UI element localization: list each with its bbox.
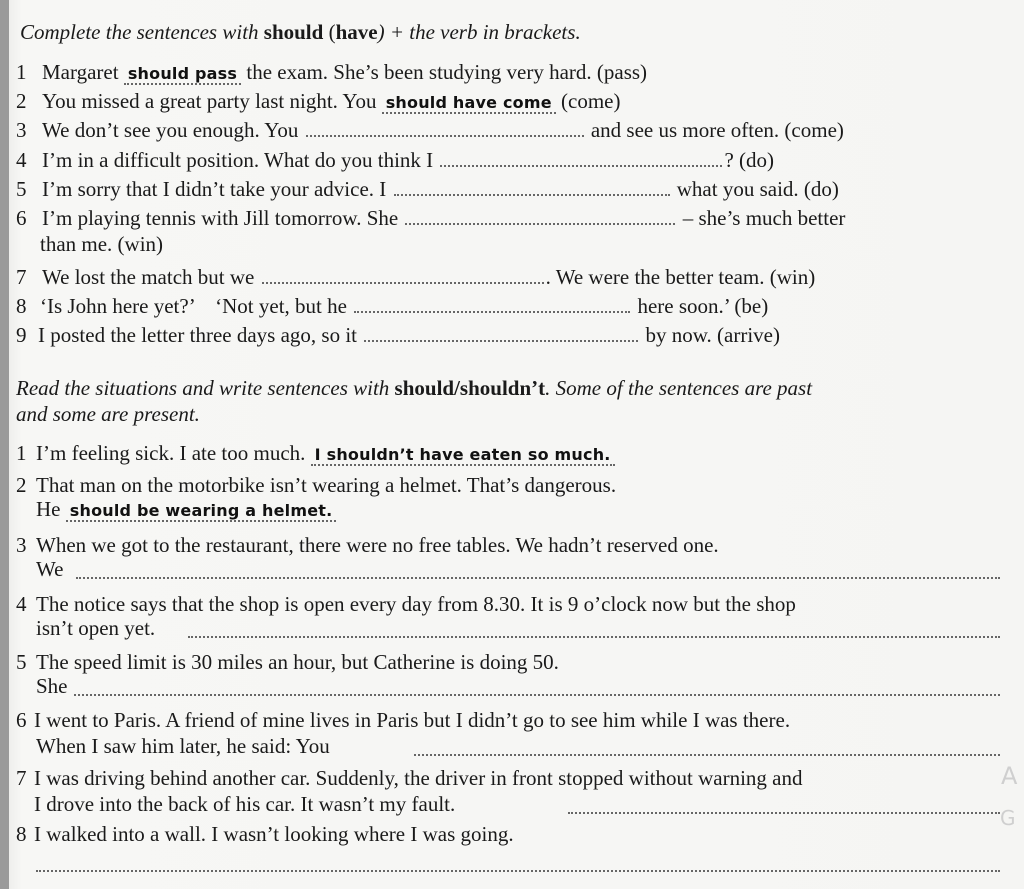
item-number: 8 bbox=[16, 294, 27, 318]
answer-blank[interactable] bbox=[394, 193, 670, 196]
ex1-item-4: I’m in a difficult position. What do you think I ? (do) bbox=[42, 148, 774, 172]
answer-blank[interactable]: should be wearing a helmet. bbox=[66, 502, 337, 522]
item-number: 5 bbox=[16, 177, 27, 201]
exercise2-instruction-cont: and some are present. bbox=[16, 402, 200, 426]
answer-blank[interactable]: should have come bbox=[382, 94, 556, 114]
item-number: 3 bbox=[16, 118, 27, 142]
ex2-item-2: That man on the motorbike isn’t wearing a helmet. That’s dangerous. bbox=[36, 473, 617, 497]
ex2-item-7-cont: I drove into the back of his car. It wasn’t my fault. bbox=[34, 792, 456, 816]
item-number: 4 bbox=[16, 592, 27, 616]
ex1-item-7: We lost the match but we . We were the better team. (win) bbox=[42, 265, 816, 289]
answer-blank[interactable] bbox=[354, 310, 630, 313]
answer-blank[interactable] bbox=[405, 222, 675, 225]
item-number: 6 bbox=[16, 206, 27, 230]
answer-blank[interactable] bbox=[414, 754, 1000, 756]
answer-blank[interactable] bbox=[306, 134, 584, 137]
answer-blank[interactable] bbox=[568, 812, 1000, 814]
ex1-item-2: You missed a great party last night. You should have come (come) bbox=[42, 89, 621, 113]
answer-blank[interactable] bbox=[188, 636, 1000, 638]
answer-blank[interactable] bbox=[74, 694, 1000, 696]
item-number: 9 bbox=[16, 323, 27, 347]
answer-blank[interactable] bbox=[36, 870, 1000, 872]
item-number: 2 bbox=[16, 89, 27, 113]
ex1-item-9: I posted the letter three days ago, so it by now. (arrive) bbox=[38, 323, 781, 347]
ex2-item-4-cont: isn’t open yet. bbox=[36, 616, 156, 640]
ex2-item-3-prefix: We bbox=[36, 557, 64, 581]
item-number: 5 bbox=[16, 650, 27, 674]
answer-blank[interactable]: should pass bbox=[124, 65, 241, 85]
answer-blank[interactable] bbox=[440, 164, 722, 167]
ex1-item-5: I’m sorry that I didn’t take your advice. I what you said. (do) bbox=[42, 177, 839, 201]
ex1-item-6: I’m playing tennis with Jill tomorrow. She – she’s much better bbox=[42, 206, 846, 230]
ex2-item-3: When we got to the restaurant, there were no free tables. We hadn’t reserved one. bbox=[36, 533, 719, 557]
item-number: 7 bbox=[16, 766, 27, 790]
item-number: 7 bbox=[16, 265, 27, 289]
ex2-item-8: I walked into a wall. I wasn’t looking where I was going. bbox=[34, 822, 514, 846]
ex2-item-2-answer-line: He should be wearing a helmet. bbox=[36, 497, 336, 522]
item-number: 1 bbox=[16, 441, 27, 465]
exercise1-instruction: Complete the sentences with should (have) + the verb in brackets. bbox=[20, 20, 581, 44]
ex2-item-7: I was driving behind another car. Suddenly, the driver in front stopped without warning and bbox=[34, 766, 803, 790]
binding-edge bbox=[0, 0, 9, 889]
margin-artifact: A bbox=[1001, 762, 1018, 790]
ex1-item-8: ‘Is John here yet?’ ‘Not yet, but he here soon.’ (be) bbox=[40, 294, 769, 318]
exercise2-instruction: Read the situations and write sentences with should/shouldn’t. Some of the sentences are past bbox=[16, 376, 813, 400]
ex1-item-6-cont: than me. (win) bbox=[40, 232, 164, 256]
margin-artifact: G bbox=[1000, 806, 1016, 830]
ex2-item-6: I went to Paris. A friend of mine lives in Paris but I didn’t go to see him while I was there. bbox=[34, 708, 791, 732]
ex2-item-5: The speed limit is 30 miles an hour, but Catherine is doing 50. bbox=[36, 650, 559, 674]
answer-blank[interactable] bbox=[76, 577, 1000, 579]
item-number: 6 bbox=[16, 708, 27, 732]
answer-blank[interactable]: I shouldn’t have eaten so much. bbox=[311, 446, 615, 466]
item-number: 8 bbox=[16, 822, 27, 846]
ex2-item-4: The notice says that the shop is open every day from 8.30. It is 9 o’clock now but the shop bbox=[36, 592, 796, 616]
ex1-item-1: Margaret should pass the exam. She’s been studying very hard. (pass) bbox=[42, 60, 648, 84]
ex2-item-6-cont: When I saw him later, he said: You bbox=[36, 734, 330, 758]
item-number: 4 bbox=[16, 148, 27, 172]
ex2-item-1: I’m feeling sick. I ate too much. I shouldn’t have eaten so much. bbox=[36, 441, 615, 466]
answer-blank[interactable] bbox=[262, 281, 544, 284]
ex2-item-5-prefix: She bbox=[36, 674, 68, 698]
answer-blank[interactable] bbox=[364, 339, 638, 342]
item-number: 3 bbox=[16, 533, 27, 557]
ex1-item-3: We don’t see you enough. You and see us more often. (come) bbox=[42, 118, 844, 142]
item-number: 2 bbox=[16, 473, 27, 497]
item-number: 1 bbox=[16, 60, 27, 84]
